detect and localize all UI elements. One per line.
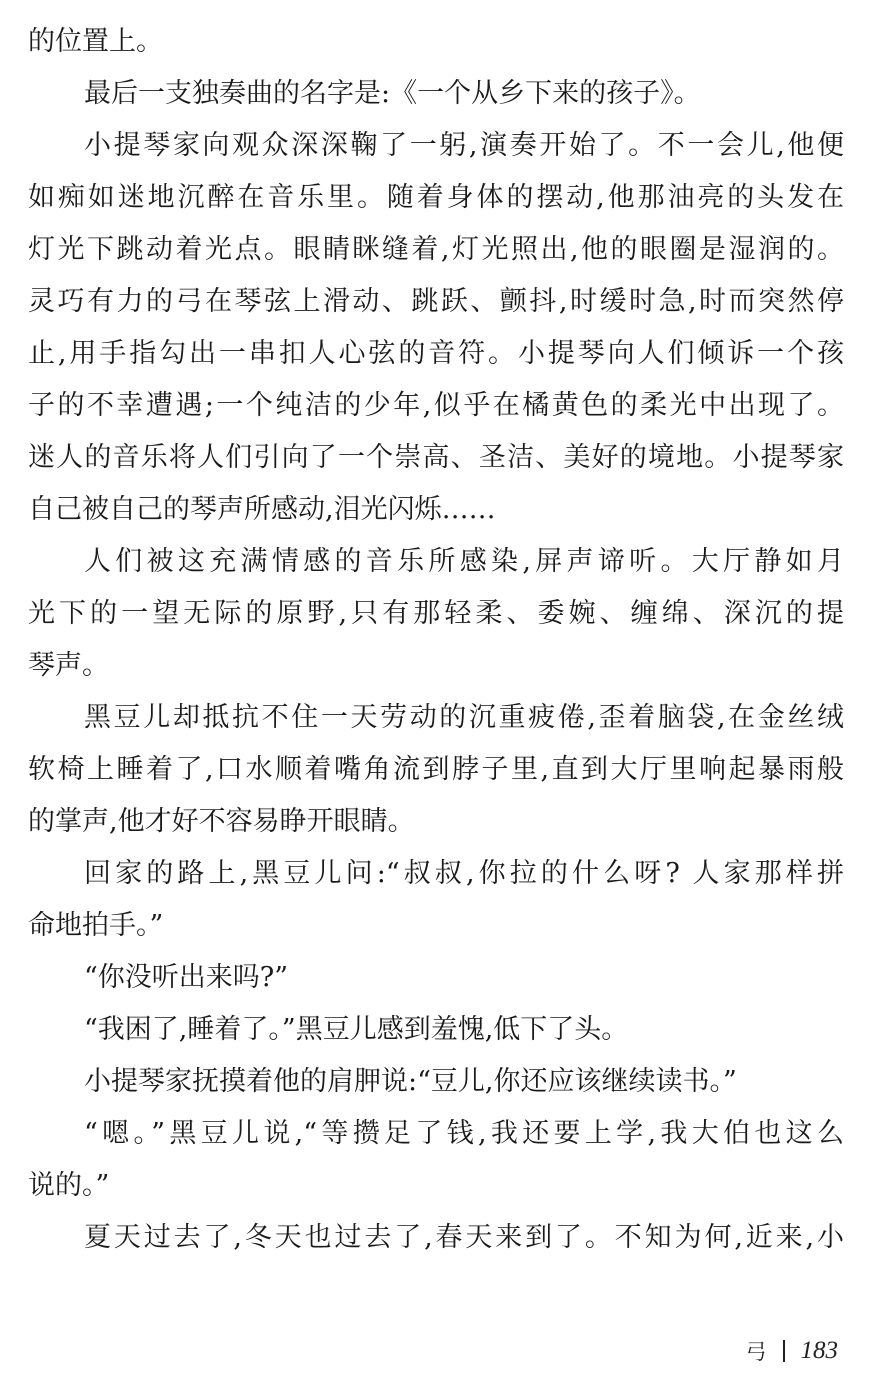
text-line: 灵巧有力的弓在琴弦上滑动、跳跃、颤抖,时缓时急,时而突然停 [28,286,844,317]
footer-separator [783,1340,785,1362]
text-line: 子的不幸遭遇;一个纯洁的少年,似乎在橘黄色的柔光中出现了。 [28,390,844,421]
text-line: 软椅上睡着了,口水顺着嘴角流到脖子里,直到大厅里响起暴雨般 [28,754,844,785]
text-line: 回家的路上,黑豆儿问:“叔叔,你拉的什么呀? 人家那样拼 [84,858,844,889]
text-line: 的位置上。 [28,26,163,57]
text-line: 的掌声,他才好不容易睁开眼睛。 [28,806,415,837]
text-line: 命地拍手。” [28,910,164,941]
text-line: 如痴如迷地沉醉在音乐里。随着身体的摆动,他那油亮的头发在 [28,182,844,213]
text-line: “嗯。”黑豆儿说,“等攒足了钱,我还要上学,我大伯也这么 [84,1118,844,1149]
text-line: “你没听出来吗?” [84,962,289,993]
text-line: 灯光下跳动着光点。眼睛眯缝着,灯光照出,他的眼圈是湿润的。 [28,234,844,265]
text-line: 止,用手指勾出一串扣人心弦的音符。小提琴向人们倾诉一个孩 [28,338,844,369]
text-line: 人们被这充满情感的音乐所感染,屏声谛听。大厅静如月 [84,546,844,577]
text-line: 光下的一望无际的原野,只有那轻柔、委婉、缠绵、深沉的提 [28,598,844,629]
text-line: 小提琴家向观众深深鞠了一躬,演奏开始了。不一会儿,他便 [84,130,844,161]
page-footer [746,1331,839,1371]
page-number: 183 [800,1337,838,1364]
text-line: 黑豆儿却抵抗不住一天劳动的沉重疲倦,歪着脑袋,在金丝绒 [84,702,844,733]
running-head: 弓 [745,1340,767,1364]
text-line: 夏天过去了,冬天也过去了,春天来到了。不知为何,近来,小 [84,1222,844,1253]
body-text [28,16,844,1264]
text-line: 说的。” [28,1170,110,1201]
text-line: 小提琴家抚摸着他的肩胛说:“豆儿,你还应该继续读书。” [84,1066,737,1097]
text-line: 迷人的音乐将人们引向了一个崇高、圣洁、美好的境地。小提琴家 [28,442,844,473]
text-line: “我困了,睡着了。”黑豆儿感到羞愧,低下了头。 [84,1014,629,1045]
text-line: 自己被自己的琴声所感动,泪光闪烁…… [28,494,496,525]
text-line: 琴声。 [28,650,109,681]
text-line: 最后一支独奏曲的名字是:《一个从乡下来的孩子》。 [84,78,701,109]
